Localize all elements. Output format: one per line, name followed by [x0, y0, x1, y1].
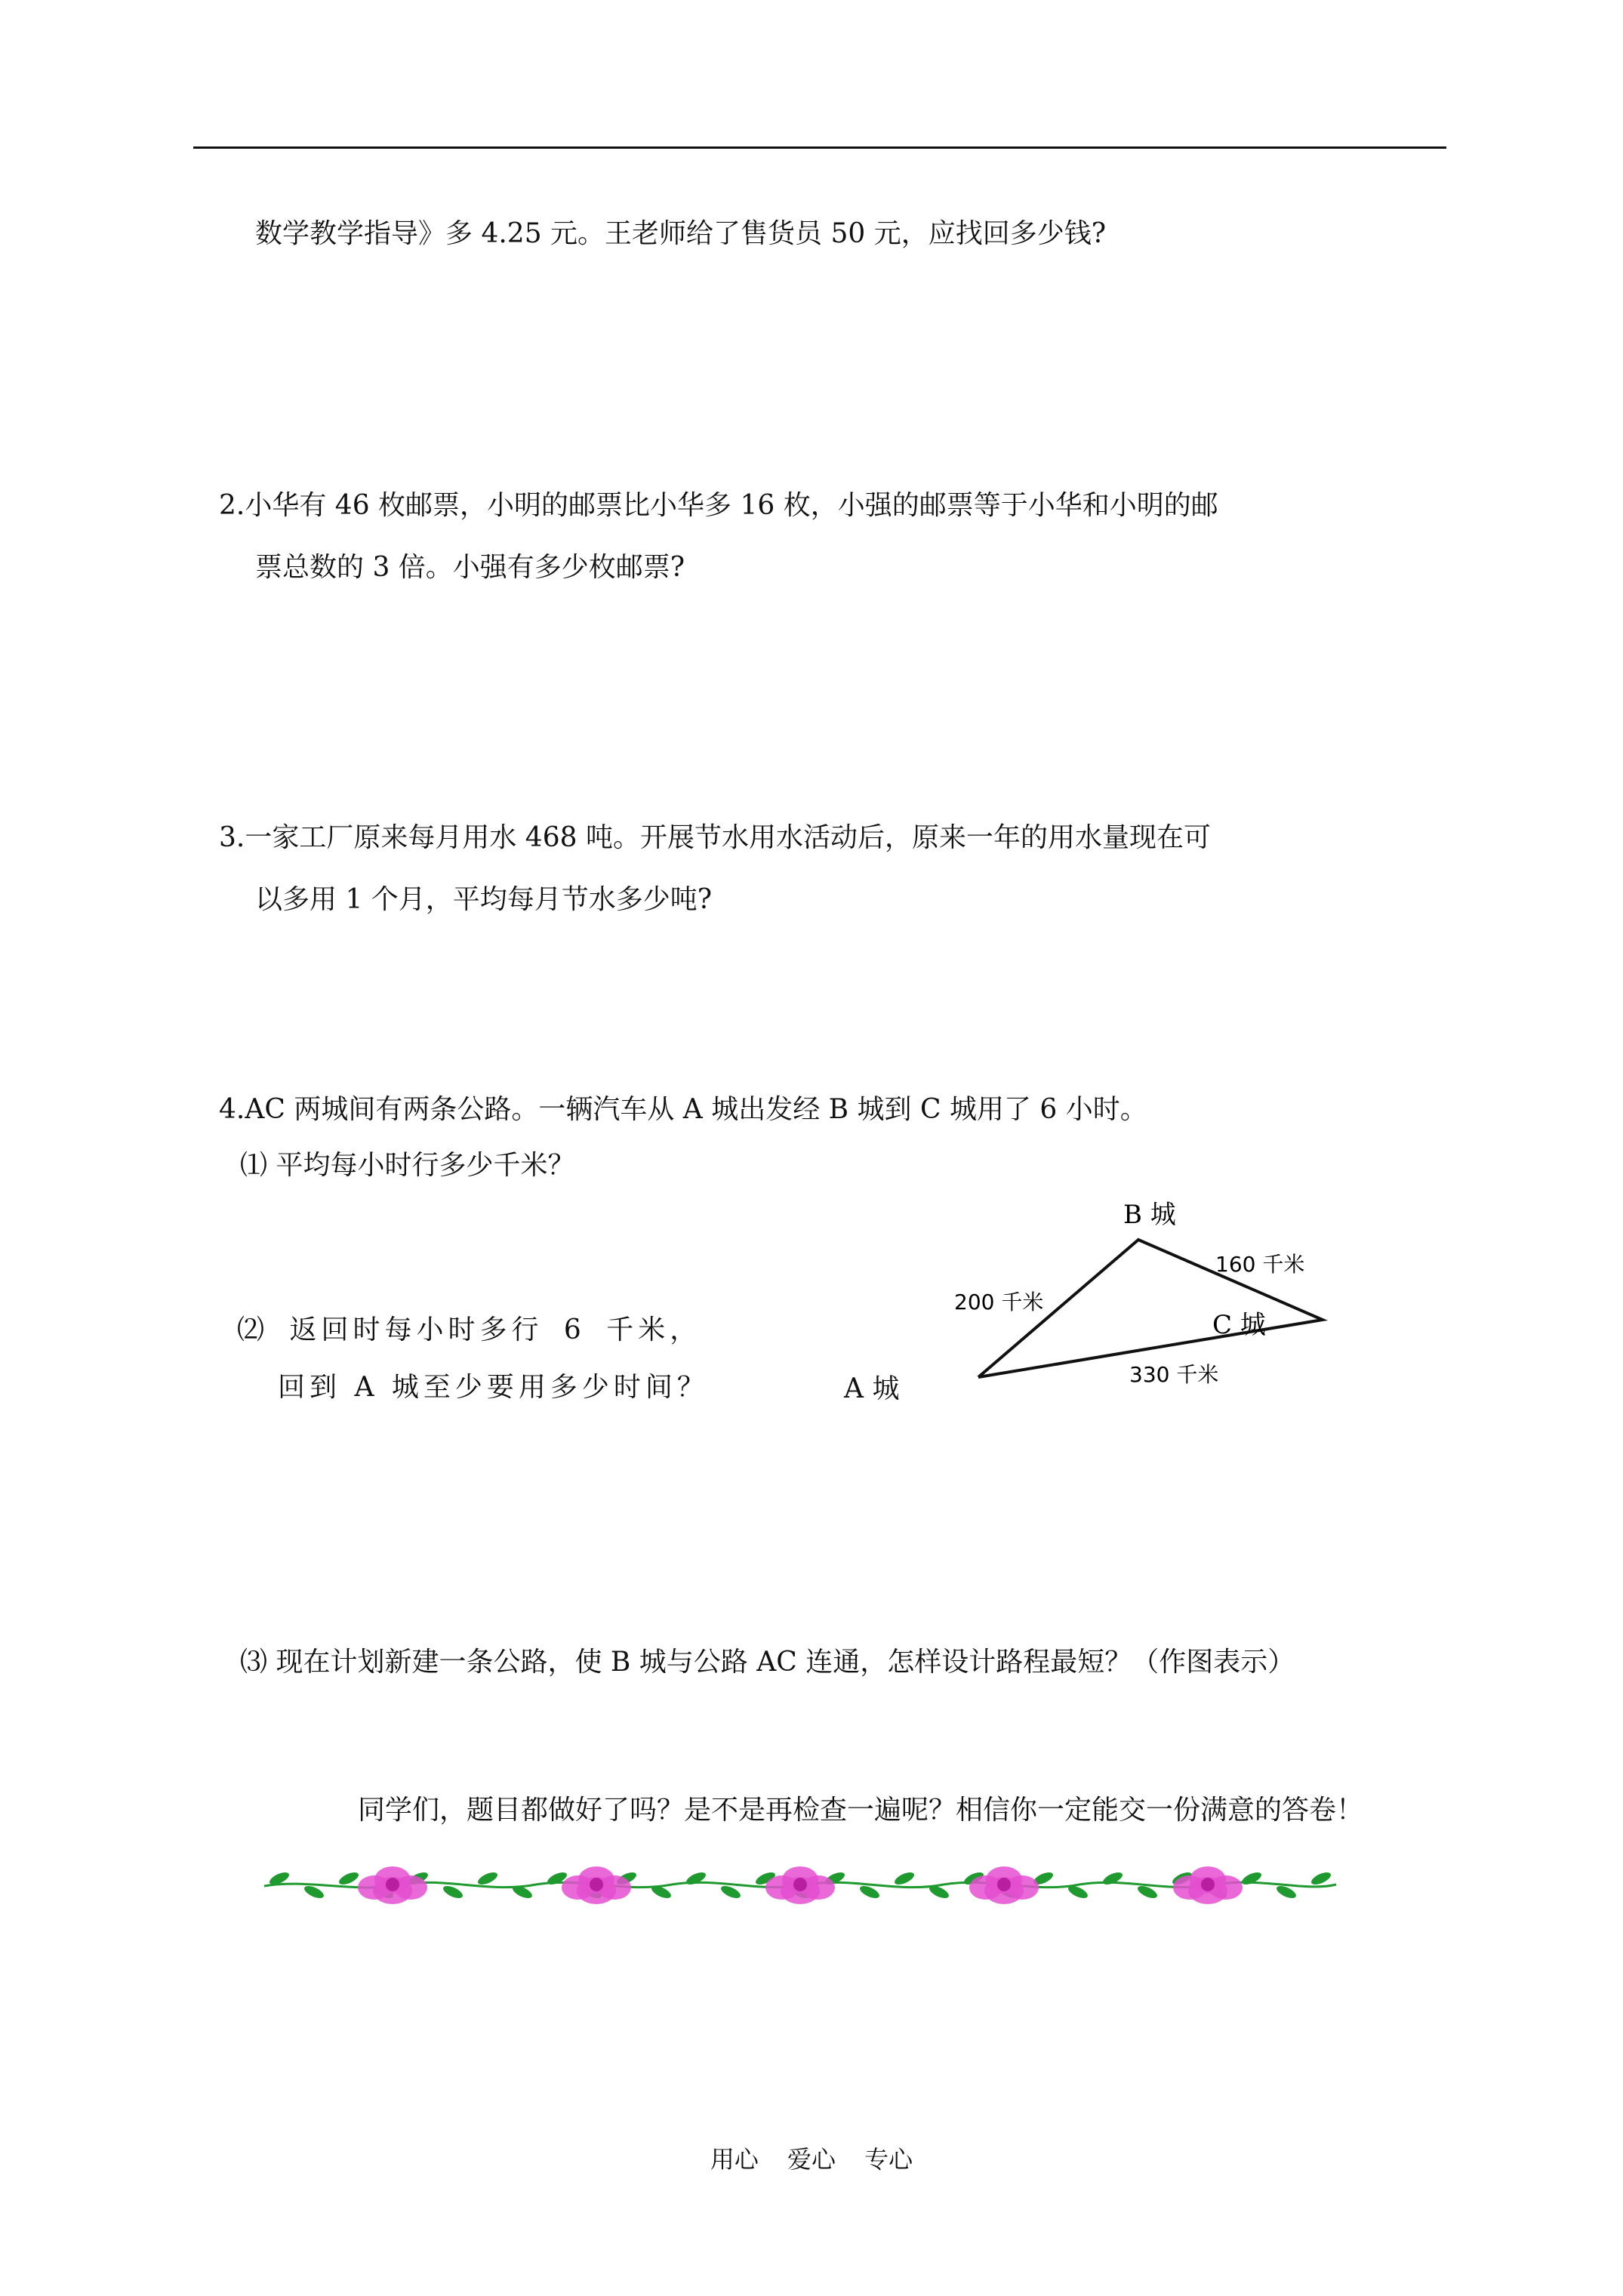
problem-2-line-2: 票总数的 3 倍。小强有多少枚邮票? [255, 552, 685, 583]
city-a-label: A 城 [844, 1373, 900, 1404]
route-triangle-diagram [954, 1193, 1359, 1435]
closing-message: 同学们，题目都做好了吗？是不是再检查一遍呢？相信你一定能交一份满意的答卷！ [358, 1795, 1364, 1826]
page-footer: 用心 爱心 专心 [710, 2145, 913, 2174]
header-rule [193, 146, 1446, 149]
leaf-icon [476, 1870, 499, 1888]
city-b-label: B 城 [1123, 1200, 1176, 1230]
problem-4-part-2-line-2: 回到 A 城至少要用多少时间？ [278, 1372, 709, 1403]
rose-icon [969, 1866, 1039, 1904]
problem-2-line-1: 2.小华有 46 枚邮票，小明的邮票比小华多 16 枚，小强的邮票等于小华和小明的邮 [219, 490, 1218, 521]
leaf-icon [1240, 1870, 1263, 1888]
distance-ab-label: 200 千米 [954, 1290, 1044, 1314]
leaf-icon [1101, 1870, 1124, 1888]
rose-icons [358, 1866, 1243, 1904]
distance-bc-label: 160 千米 [1215, 1252, 1305, 1277]
problem-3-line-1: 3.一家工厂原来每月用水 468 吨。开展节水用水活动后，原来一年的用水量现在可 [219, 822, 1211, 853]
leaf-icon [893, 1870, 916, 1888]
problem-4-line-1: 4.AC 两城间有两条公路。一辆汽车从 A 城出发经 B 城到 C 城用了 6 小时。 [219, 1094, 1147, 1125]
leaf-icon [685, 1870, 707, 1888]
flower-vine-border [264, 1857, 1336, 1910]
leaf-icon [1310, 1870, 1332, 1888]
problem-3-line-2: 以多用 1 个月，平均每月节水多少吨? [255, 884, 713, 915]
leaf-icon [337, 1870, 360, 1888]
rose-icon [765, 1866, 835, 1904]
distance-ac-label: 330 千米 [1129, 1362, 1219, 1387]
problem-4-part-2-line-1: ⑵ 返回时每小时多行 6 千米， [237, 1314, 702, 1345]
problem-4-part-1: ⑴ 平均每小时行多少千米？ [240, 1150, 575, 1181]
city-c-label: C 城 [1212, 1310, 1266, 1340]
leaf-icon [442, 1884, 464, 1901]
problem-4-part-3: ⑶ 现在计划新建一条公路，使 B 城与公路 AC 连通，怎样设计路程最短？（作图表示） [240, 1647, 1295, 1678]
rose-icon [358, 1866, 427, 1904]
rose-icon [1173, 1866, 1243, 1904]
rose-icon [562, 1866, 631, 1904]
problem-1-text: 数学教学指导》多 4.25 元。王老师给了售货员 50 元，应找回多少钱? [255, 218, 1107, 249]
